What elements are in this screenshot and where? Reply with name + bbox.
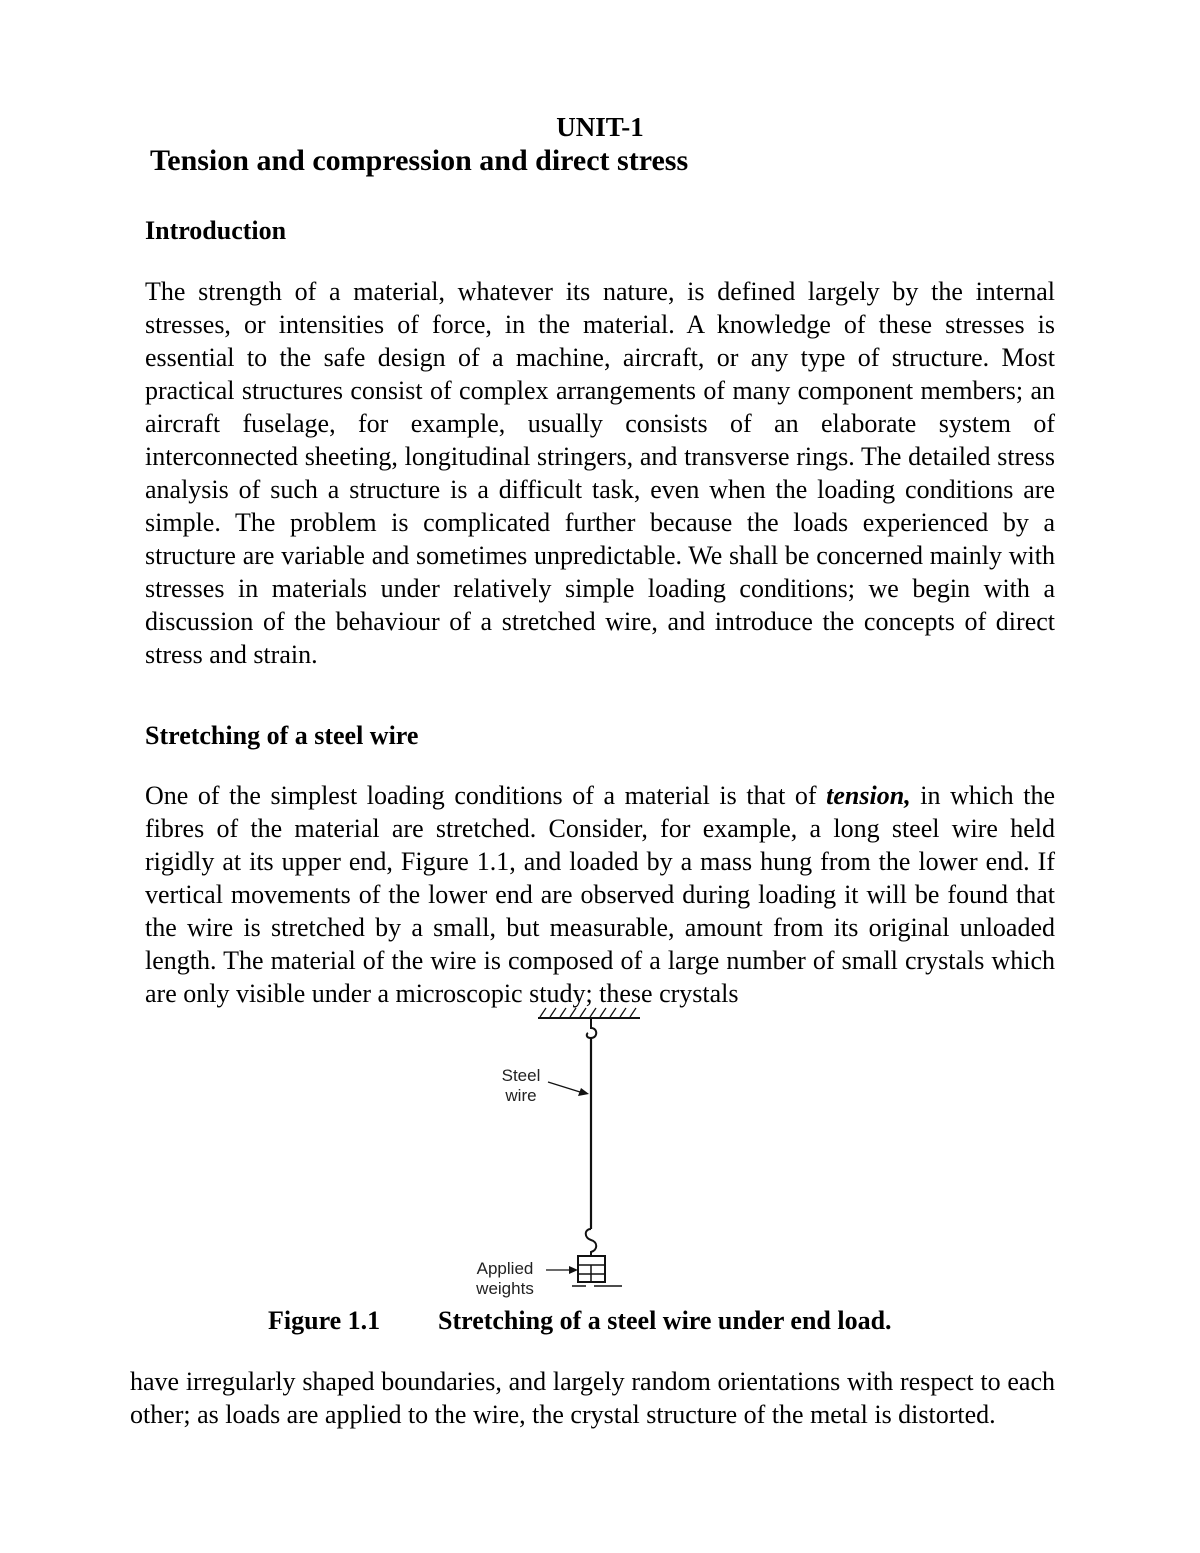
top-hook — [587, 1018, 596, 1038]
label-steel-wire — [488, 1066, 554, 1106]
paragraph-introduction: The strength of a material, whatever its nature, is defined largely by the internal stresses, or intensities of force, in the material. A knowledge of these stresses is essential to the safe design of a machine, aircraft, or any type of structure. Most practical structures consist of complex arrangements of many component members; an aircraft fuselage, for example, usually consists of an elaborate system of interconnected sheeting, longitudinal stringers, and transverse rings. The detailed stress analysis of such a structure is a difficult task, even when the loading conditions are simple. The problem is complicated further because the loads experienced by a structure are variable and sometimes unpredictable. We shall be concerned mainly with stresses in materials under relatively simple loading conditions; we begin with a discussion of the behaviour of a stretched wire, and introduce the concepts of direct stress and strain. — [145, 277, 1055, 669]
figure-caption-number: Figure 1.1 — [268, 1306, 381, 1335]
support-hatching — [540, 1008, 636, 1017]
figure-steel-wire — [460, 1004, 660, 1304]
figure-caption — [268, 1306, 892, 1336]
unit-title: UNIT-1 — [556, 112, 644, 142]
paragraph-stretching-rest: in which the fibres of the material are stretched. Consider, for example, a long steel wire held rigidly at its upper end, Figure 1.1, and loaded by a mass hung from the lower end. If vertical movements of the lower end are observed during loading it will be found that the wire is stretched by a small, but measurable, amount from its original unloaded length. The material of the wire is composed of a large number of small crystals which are only visible under a microscopic study; these crystals — [145, 781, 1055, 1008]
wire-arrowhead — [578, 1088, 589, 1096]
label-steel-wire-line1: Steel — [501, 1066, 541, 1085]
label-applied-weights-line1: Applied — [476, 1259, 534, 1278]
label-applied-weights-line2: weights — [476, 1279, 534, 1298]
emphasis-tension: tension, — [826, 781, 911, 810]
paragraph-stretching-lead: One of the simplest loading conditions of a material is that of — [145, 781, 827, 810]
chapter-title: Tension and compression and direct stress — [150, 144, 689, 177]
paragraph-continuation: have irregularly shaped boundaries, and largely random orientations with respect to each other; as loads are applied to the wire, the crystal structure of the metal is distorted. — [130, 1367, 1055, 1429]
section-heading-introduction: Introduction — [145, 216, 287, 245]
figure-caption-text: Stretching of a steel wire under end load. — [438, 1306, 892, 1335]
label-applied-weights — [464, 1259, 546, 1299]
paragraph-stretching — [145, 779, 1055, 1010]
section-heading-stretching: Stretching of a steel wire — [145, 721, 419, 750]
label-steel-wire-line2: wire — [505, 1086, 537, 1105]
weights-arrowhead — [569, 1266, 578, 1274]
bottom-hook — [586, 1229, 597, 1256]
